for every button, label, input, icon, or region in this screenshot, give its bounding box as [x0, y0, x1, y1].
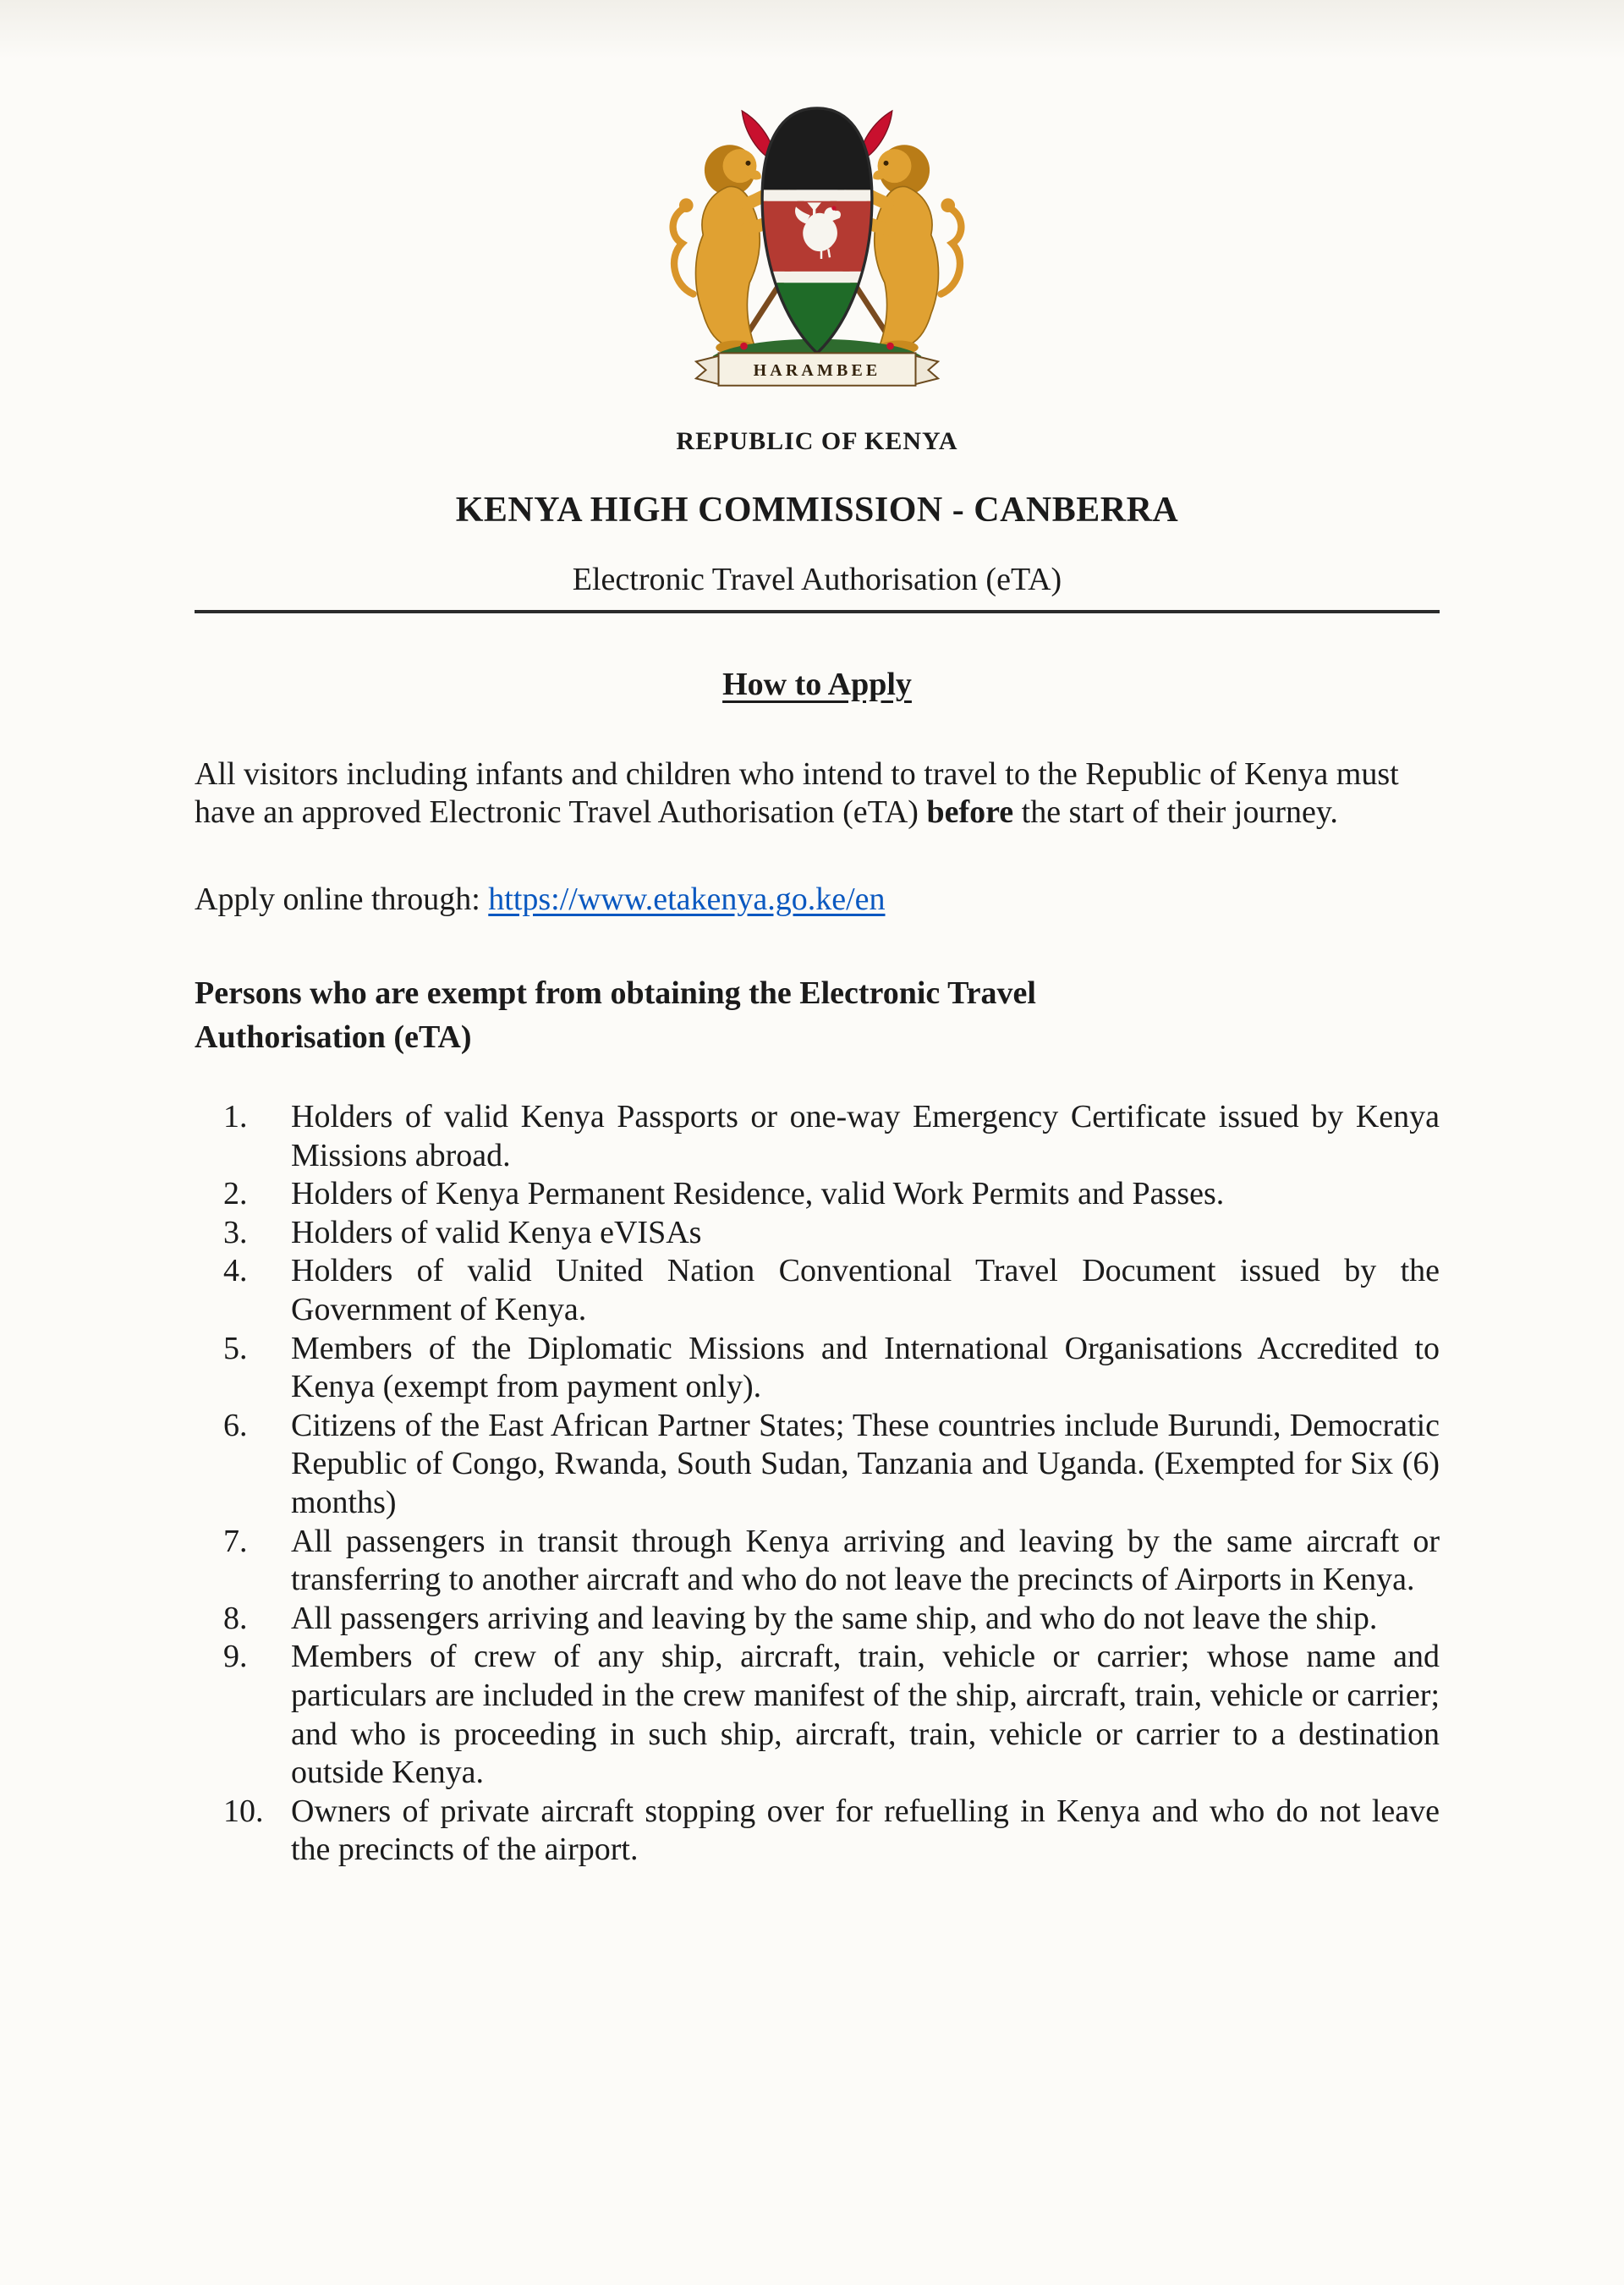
list-item [223, 1098, 1440, 1175]
eta-apply-link[interactable]: https://www.etakenya.go.ke/en [488, 881, 886, 917]
exemption-list [195, 1098, 1440, 1870]
intro-text-before: All visitors including infants and children who intend to travel to the Republic of Kenya must have an approved Electronic Travel Authorisation (eTA) [195, 756, 1399, 830]
list-item [223, 1638, 1440, 1792]
item-text: All passengers in transit through Kenya arriving and leaving by the same aircraft or transferring to another aircraft and who do not leave the precincts of Airports in Kenya. [291, 1523, 1440, 1598]
item-number: 4. [223, 1253, 248, 1289]
list-item [223, 1175, 1440, 1214]
emblem-container [195, 74, 1440, 405]
intro-paragraph [195, 755, 1440, 832]
item-number: 6. [223, 1407, 248, 1443]
item-text: Owners of private aircraft stopping over for refuelling in Kenya and who do not leave the precincts of the airport. [291, 1793, 1440, 1868]
list-item [223, 1600, 1440, 1639]
item-text: All passengers arriving and leaving by the same ship, and who do not leave the ship. [291, 1600, 1378, 1636]
list-item [223, 1407, 1440, 1523]
subtitle-text: Electronic Travel Authorisation (eTA) [572, 562, 1062, 597]
item-text: Members of crew of any ship, aircraft, train, vehicle or carrier; whose name and particulars are included in the crew manifest of the ship, aircraft, train, vehicle or carrier; and who is proceeding in such ship, aircraft, train, vehicle or carrier to a destination outside Kenya. [291, 1639, 1440, 1791]
list-item [223, 1330, 1440, 1407]
item-number: 8. [223, 1600, 248, 1636]
motto-banner [696, 353, 938, 385]
item-number: 3. [223, 1214, 248, 1250]
item-number: 7. [223, 1523, 248, 1559]
list-item [223, 1523, 1440, 1600]
list-item [223, 1252, 1440, 1329]
item-text: Citizens of the East African Partner States; These countries include Burundi, Democratic Republic of Congo, Rwanda, South Sudan, Tanzania and Uganda. (Exempted for Six (6) months) [291, 1407, 1440, 1521]
item-text: Holders of Kenya Permanent Residence, valid Work Permits and Passes. [291, 1176, 1225, 1212]
kenya-coat-of-arms-icon [648, 74, 986, 401]
commission-title: KENYA HIGH COMMISSION - CANBERRA [455, 491, 1179, 530]
harambee-motto: HARAMBEE [753, 361, 881, 381]
item-number: 9. [223, 1639, 248, 1675]
item-text: Holders of valid Kenya eVISAs [291, 1214, 702, 1250]
exemptions-heading-line1: Persons who are exempt from obtaining the Electronic Travel [195, 975, 1036, 1012]
apply-line [195, 881, 1440, 919]
list-item [223, 1793, 1440, 1870]
intro-text-bold: before [926, 794, 1014, 830]
item-number: 5. [223, 1330, 248, 1366]
item-number: 10. [223, 1793, 264, 1829]
exemptions-heading-line2: Authorisation (eTA) [195, 1019, 472, 1055]
list-item [223, 1214, 1440, 1253]
item-number: 2. [223, 1176, 248, 1212]
document-subtitle [195, 561, 1440, 613]
how-to-apply-heading: How to Apply [722, 667, 912, 702]
item-text: Holders of valid United Nation Conventional Travel Document issued by the Government of Kenya. [291, 1253, 1440, 1328]
item-text: Holders of valid Kenya Passports or one-way Emergency Certificate issued by Kenya Missions abroad. [291, 1099, 1440, 1173]
item-text: Members of the Diplomatic Missions and International Organisations Accredited to Kenya (exempt from payment only). [291, 1330, 1440, 1405]
item-number: 1. [223, 1099, 248, 1135]
republic-line: REPUBLIC OF KENYA [676, 427, 958, 455]
apply-label: Apply online through: [195, 881, 489, 917]
intro-text-after: the start of their journey. [1013, 794, 1338, 830]
exemptions-heading [195, 972, 1440, 1059]
